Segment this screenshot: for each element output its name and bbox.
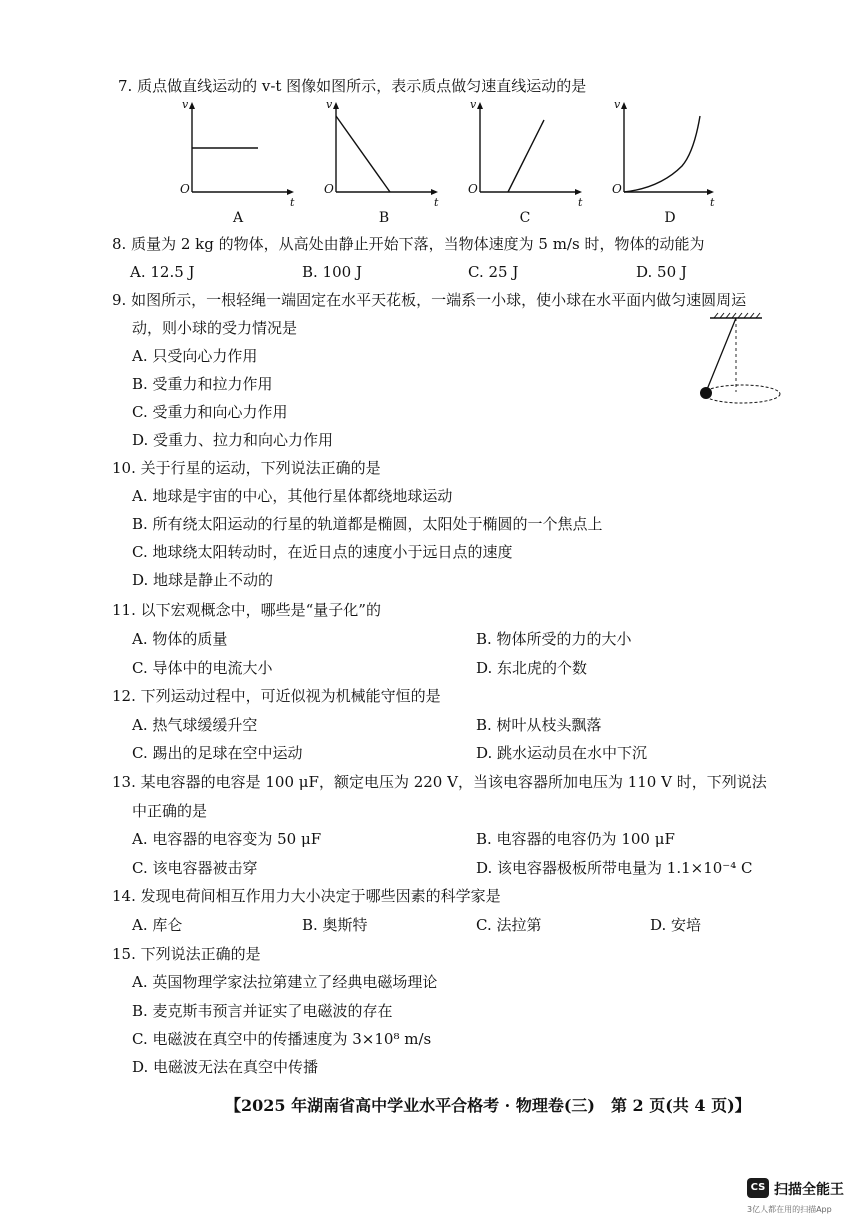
- q12-option-c: C. 踢出的足球在空中运动: [132, 744, 303, 762]
- q11-option-a: A. 物体的质量: [132, 630, 228, 648]
- q13-option-a: A. 电容器的电容变为 50 μF: [132, 830, 322, 848]
- q13-option-b: B. 电容器的电容仍为 100 μF: [476, 830, 675, 848]
- q8-option-d: D. 50 J: [636, 263, 687, 281]
- q12-stem: 12. 下列运动过程中，可近似视为机械能守恒的是: [112, 687, 441, 705]
- graph-b-v-label: v: [326, 98, 333, 111]
- graph-b-origin: O: [324, 182, 334, 196]
- graph-c: [466, 98, 586, 228]
- q10-stem: 10. 关于行星的运动，下列说法正确的是: [112, 459, 381, 477]
- q13-stem-line1: 13. 某电容器的电容是 100 μF，额定电压为 220 V，当该电容器所加电压为 110 V 时，下列说法: [112, 773, 767, 791]
- q9-option-d: D. 受重力、拉力和向心力作用: [132, 431, 334, 449]
- graph-c-v-label: v: [470, 98, 477, 111]
- q8-stem: 8. 质量为 2 kg 的物体，从高处由静止开始下落，当物体速度为 5 m/s 时，物体的动能为: [112, 235, 705, 253]
- q9-stem-line2: 动，则小球的受力情况是: [132, 319, 298, 337]
- q13-stem-line2: 中正确的是: [132, 802, 208, 820]
- q11-option-d: D. 东北虎的个数: [476, 659, 588, 677]
- q10-option-d: D. 地球是静止不动的: [132, 571, 274, 589]
- q13-option-d: D. 该电容器极板所带电量为 1.1×10⁻⁴ C: [476, 859, 753, 877]
- graph-c-origin: O: [468, 182, 478, 196]
- graph-d-v-label: v: [614, 98, 621, 111]
- q13-option-c: C. 该电容器被击穿: [132, 859, 258, 877]
- q15-option-a: A. 英国物理学家法拉第建立了经典电磁场理论: [132, 973, 438, 991]
- q9-option-a: A. 只受向心力作用: [132, 347, 258, 365]
- graph-c-t-label: t: [578, 196, 583, 209]
- graph-a: [178, 98, 298, 228]
- q7-stem: 7. 质点做直线运动的 v-t 图像如图所示，表示质点做匀速直线运动的是: [118, 77, 587, 95]
- camscanner-logo-icon: CS: [747, 1178, 769, 1198]
- graph-b-plot: [322, 98, 442, 208]
- q14-option-b: B. 奥斯特: [302, 916, 368, 934]
- graph-a-plot: [178, 98, 298, 208]
- page-footer: 【2025 年湖南省高中学业水平合格考 · 物理卷(三) 第 2 页(共 4 页)】: [225, 1096, 751, 1115]
- q11-stem: 11. 以下宏观概念中，哪些是“量子化”的: [112, 601, 381, 619]
- q15-option-c: C. 电磁波在真空中的传播速度为 3×10⁸ m/s: [132, 1030, 432, 1048]
- q10-option-c: C. 地球绕太阳转动时，在近日点的速度小于远日点的速度: [132, 543, 513, 561]
- conical-pendulum-figure: [696, 312, 786, 407]
- graph-b-label: B: [378, 210, 390, 226]
- graph-c-label: C: [519, 210, 531, 226]
- graph-a-t-label: t: [290, 196, 295, 209]
- q9-stem-line1: 9. 如图所示，一根轻绳一端固定在水平天花板，一端系一小球，使小球在水平面内做匀速圆周运: [112, 291, 747, 309]
- q14-option-c: C. 法拉第: [476, 916, 542, 934]
- graph-b-t-label: t: [434, 196, 439, 209]
- graph-a-label: A: [232, 210, 244, 226]
- q9-option-b: B. 受重力和拉力作用: [132, 375, 273, 393]
- graph-d-t-label: t: [710, 196, 715, 209]
- graph-d-origin: O: [612, 182, 622, 196]
- graph-a-origin: O: [180, 182, 190, 196]
- graph-a-v-label: v: [182, 98, 189, 111]
- q9-option-c: C. 受重力和向心力作用: [132, 403, 288, 421]
- q15-stem: 15. 下列说法正确的是: [112, 945, 261, 963]
- q11-option-c: C. 导体中的电流大小: [132, 659, 273, 677]
- scanner-watermark: [747, 1178, 857, 1222]
- q12-option-d: D. 跳水运动员在水中下沉: [476, 744, 648, 762]
- q8-option-b: B. 100 J: [302, 263, 362, 281]
- q10-option-a: A. 地球是宇宙的中心，其他行星体都绕地球运动: [132, 487, 453, 505]
- q11-option-b: B. 物体所受的力的大小: [476, 630, 632, 648]
- q12-option-b: B. 树叶从枝头飘落: [476, 716, 602, 734]
- graph-b: [322, 98, 442, 228]
- graph-d-label: D: [664, 210, 676, 226]
- q14-option-a: A. 库仑: [132, 916, 183, 934]
- q14-stem: 14. 发现电荷间相互作用力大小决定于哪些因素的科学家是: [112, 887, 501, 905]
- q15-option-d: D. 电磁波无法在真空中传播: [132, 1058, 319, 1076]
- q15-option-b: B. 麦克斯韦预言并证实了电磁波的存在: [132, 1002, 393, 1020]
- q10-option-b: B. 所有绕太阳运动的行星的轨道都是椭圆，太阳处于椭圆的一个焦点上: [132, 515, 603, 533]
- q8-option-a: A. 12.5 J: [130, 263, 195, 281]
- watermark-subtitle: 3亿人都在用的扫描App: [747, 1205, 832, 1214]
- graph-d-plot: [610, 98, 730, 208]
- q8-option-c: C. 25 J: [468, 263, 519, 281]
- q14-option-d: D. 安培: [650, 916, 702, 934]
- watermark-title: 扫描全能王: [774, 1182, 844, 1198]
- q12-option-a: A. 热气球缓缓升空: [132, 716, 258, 734]
- graph-c-plot: [466, 98, 586, 208]
- graph-d: [610, 98, 730, 228]
